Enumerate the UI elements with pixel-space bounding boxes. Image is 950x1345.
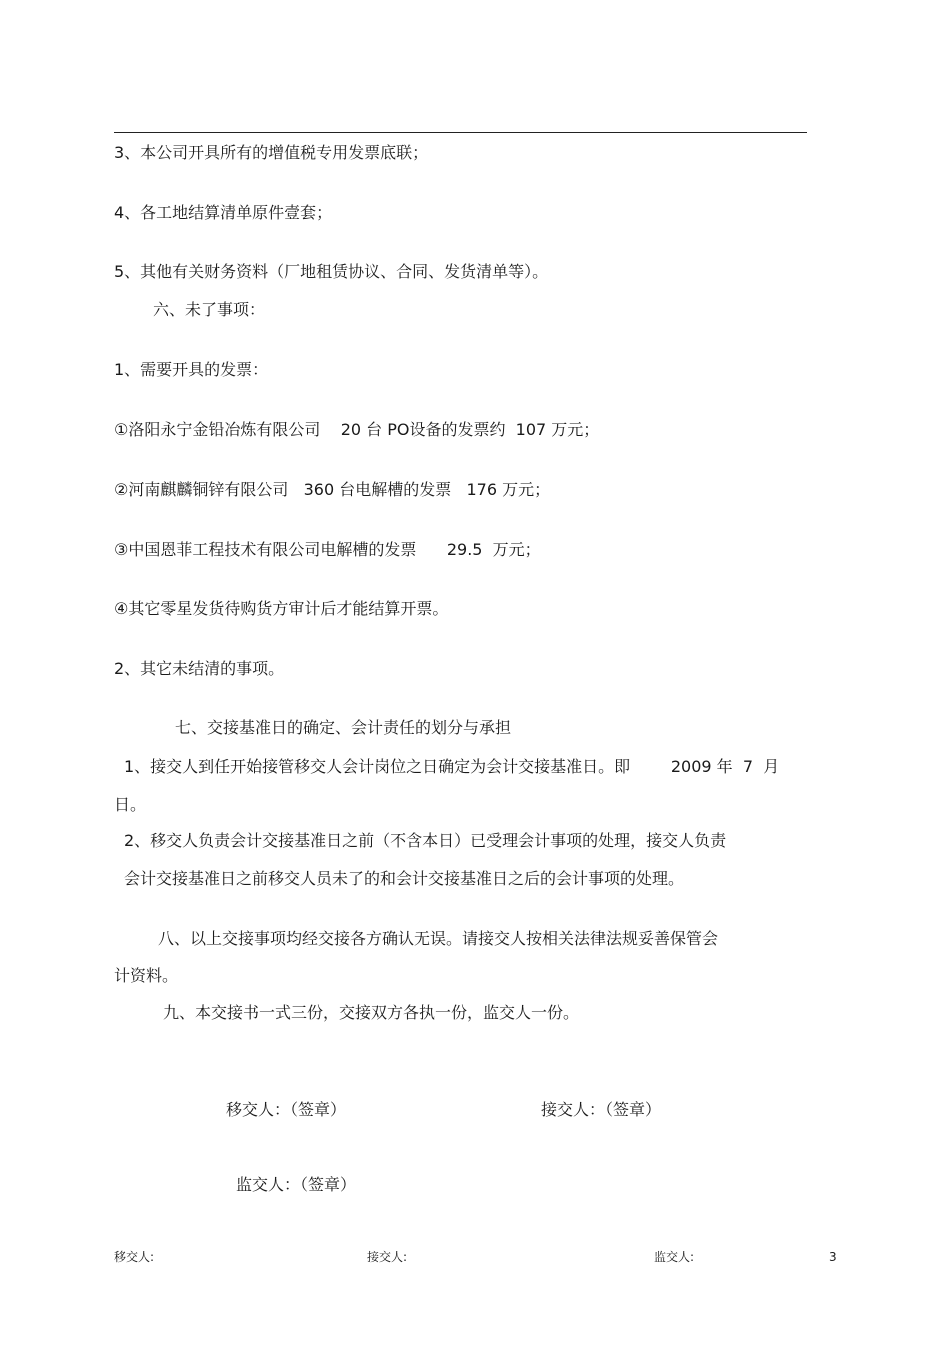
section-6-sub1: 1、需要开具的发票： [114, 360, 269, 379]
list-item-3: 3、本公司开具所有的增值税专用发票底联； [114, 143, 429, 162]
section-7-p2-line1: 2、移交人负责会计交接基准日之前（不含本日）已受理会计事项的处理，接交人负责 [124, 831, 727, 850]
section-9-line1: 九、本交接书一式三份，交接双方各执一份，监交人一份。 [163, 1003, 580, 1022]
signature-supervisor: 监交人：（签章） [236, 1175, 357, 1194]
signature-transferor: 移交人：（签章） [226, 1100, 347, 1119]
section-7-p2-line2: 会计交接基准日之前移交人员未了的和会计交接基准日之后的会计事项的处理。 [124, 869, 685, 888]
list-item-5: 5、其他有关财务资料（厂地租赁协议、合同、发货清单等）。 [114, 262, 549, 281]
section-7-p1-line1: 1、接交人到任开始接管移交人会计岗位之日确定为会计交接基准日。即 2009 年 7 月 [124, 757, 780, 776]
invoice-item-2: ②河南麒麟铜锌有限公司 360 台电解槽的发票 176 万元； [114, 480, 551, 499]
footer-receiver: 接交人: [367, 1250, 408, 1264]
page-number: 3 [829, 1250, 837, 1264]
header-rule [114, 132, 807, 133]
invoice-item-1: ①洛阳永宁金铅冶炼有限公司 20 台 PO设备的发票约 107 万元； [114, 420, 600, 439]
list-item-4: 4、各工地结算清单原件壹套； [114, 203, 333, 222]
invoice-item-4: ④其它零星发货待购货方审计后才能结算开票。 [114, 599, 449, 618]
footer-supervisor: 监交人: [654, 1250, 695, 1264]
section-6-heading: 六、未了事项： [153, 300, 266, 319]
section-7-p1-line2: 日。 [114, 795, 147, 814]
invoice-item-3: ③中国恩菲工程技术有限公司电解槽的发票 29.5 万元； [114, 540, 541, 559]
signature-receiver: 接交人：（签章） [541, 1100, 662, 1119]
section-8-line2: 计资料。 [114, 966, 179, 985]
section-8-line1: 八、以上交接事项均经交接各方确认无误。请接交人按相关法律法规妥善保管会 [158, 929, 719, 948]
section-6-sub2: 2、其它未结清的事项。 [114, 659, 285, 678]
footer-transferor: 移交人: [114, 1250, 155, 1264]
section-7-heading: 七、交接基准日的确定、会计责任的划分与承担 [175, 718, 512, 737]
